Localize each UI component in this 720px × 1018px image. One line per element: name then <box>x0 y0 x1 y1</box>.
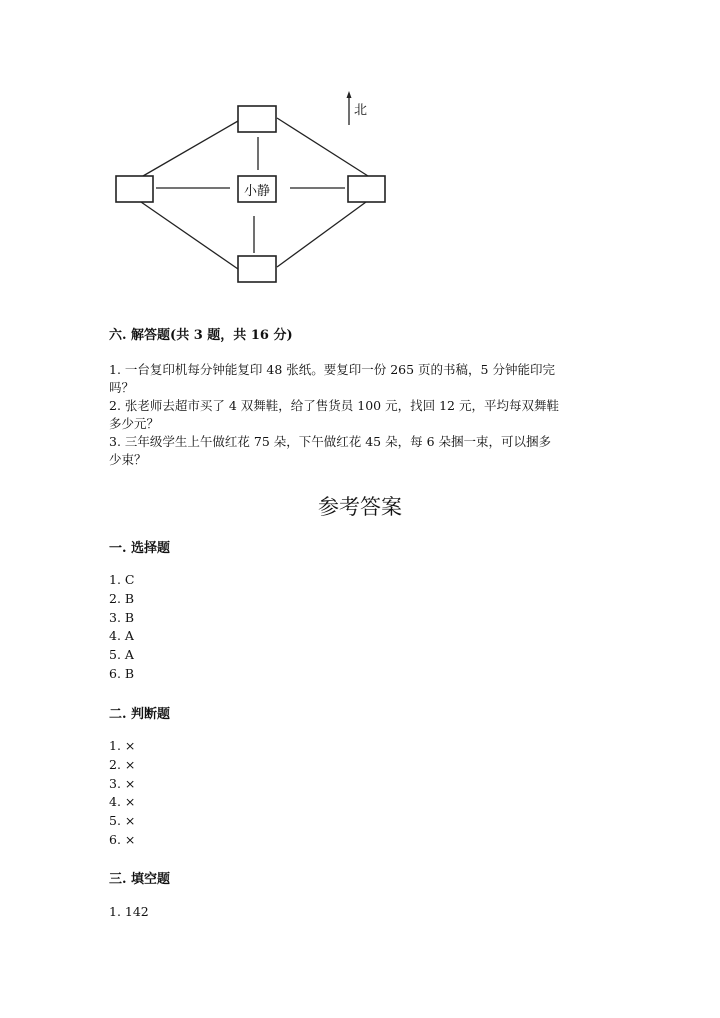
section-heading: 一. 选择题 <box>109 541 171 556</box>
connector-line <box>143 121 238 176</box>
box-west <box>116 176 153 202</box>
answers-title: 参考答案 <box>318 495 402 519</box>
section-heading: 三. 填空题 <box>109 872 171 887</box>
answer-item: 5. A <box>109 647 134 662</box>
connector-line <box>277 118 368 176</box>
map-diagram <box>0 0 720 300</box>
section-heading: 六. 解答题(共 3 题，共 16 分) <box>109 328 293 343</box>
answer-item: 3. × <box>109 776 136 791</box>
answer-item: 6. × <box>109 832 136 847</box>
box-east <box>348 176 385 202</box>
connector-line <box>277 202 366 267</box>
question-line: 1. 一台复印机每分钟能复印 48 张纸。要复印一份 265 页的书稿，5 分钟能印完 <box>109 362 555 377</box>
question-line: 2. 张老师去超市买了 4 双舞鞋，给了售货员 100 元，找回 12 元，平均每双舞鞋 <box>109 398 559 413</box>
connector-line <box>141 202 238 269</box>
question-line: 多少元？ <box>109 416 160 431</box>
answer-item: 2. B <box>109 591 135 606</box>
answer-item: 2. × <box>109 757 136 772</box>
answer-item: 4. × <box>109 794 136 809</box>
north-label: 北 <box>354 103 368 118</box>
answer-item: 1. 142 <box>109 904 149 919</box>
answer-item: 1. × <box>109 738 136 753</box>
center-label: 小静 <box>243 184 270 199</box>
section-heading: 二. 判断题 <box>109 707 171 722</box>
question-line: 3. 三年级学生上午做红花 75 朵，下午做红花 45 朵，每 6 朵捆一束，可以捆多 <box>109 434 552 449</box>
question-line: 少束？ <box>109 452 147 467</box>
question-line: 吗？ <box>109 380 135 395</box>
answer-item: 1. C <box>109 572 135 587</box>
box-north <box>238 106 276 132</box>
box-south <box>238 256 276 282</box>
answer-item: 6. B <box>109 666 135 681</box>
answer-item: 5. × <box>109 813 136 828</box>
answer-item: 4. A <box>109 628 134 643</box>
answer-item: 3. B <box>109 610 135 625</box>
